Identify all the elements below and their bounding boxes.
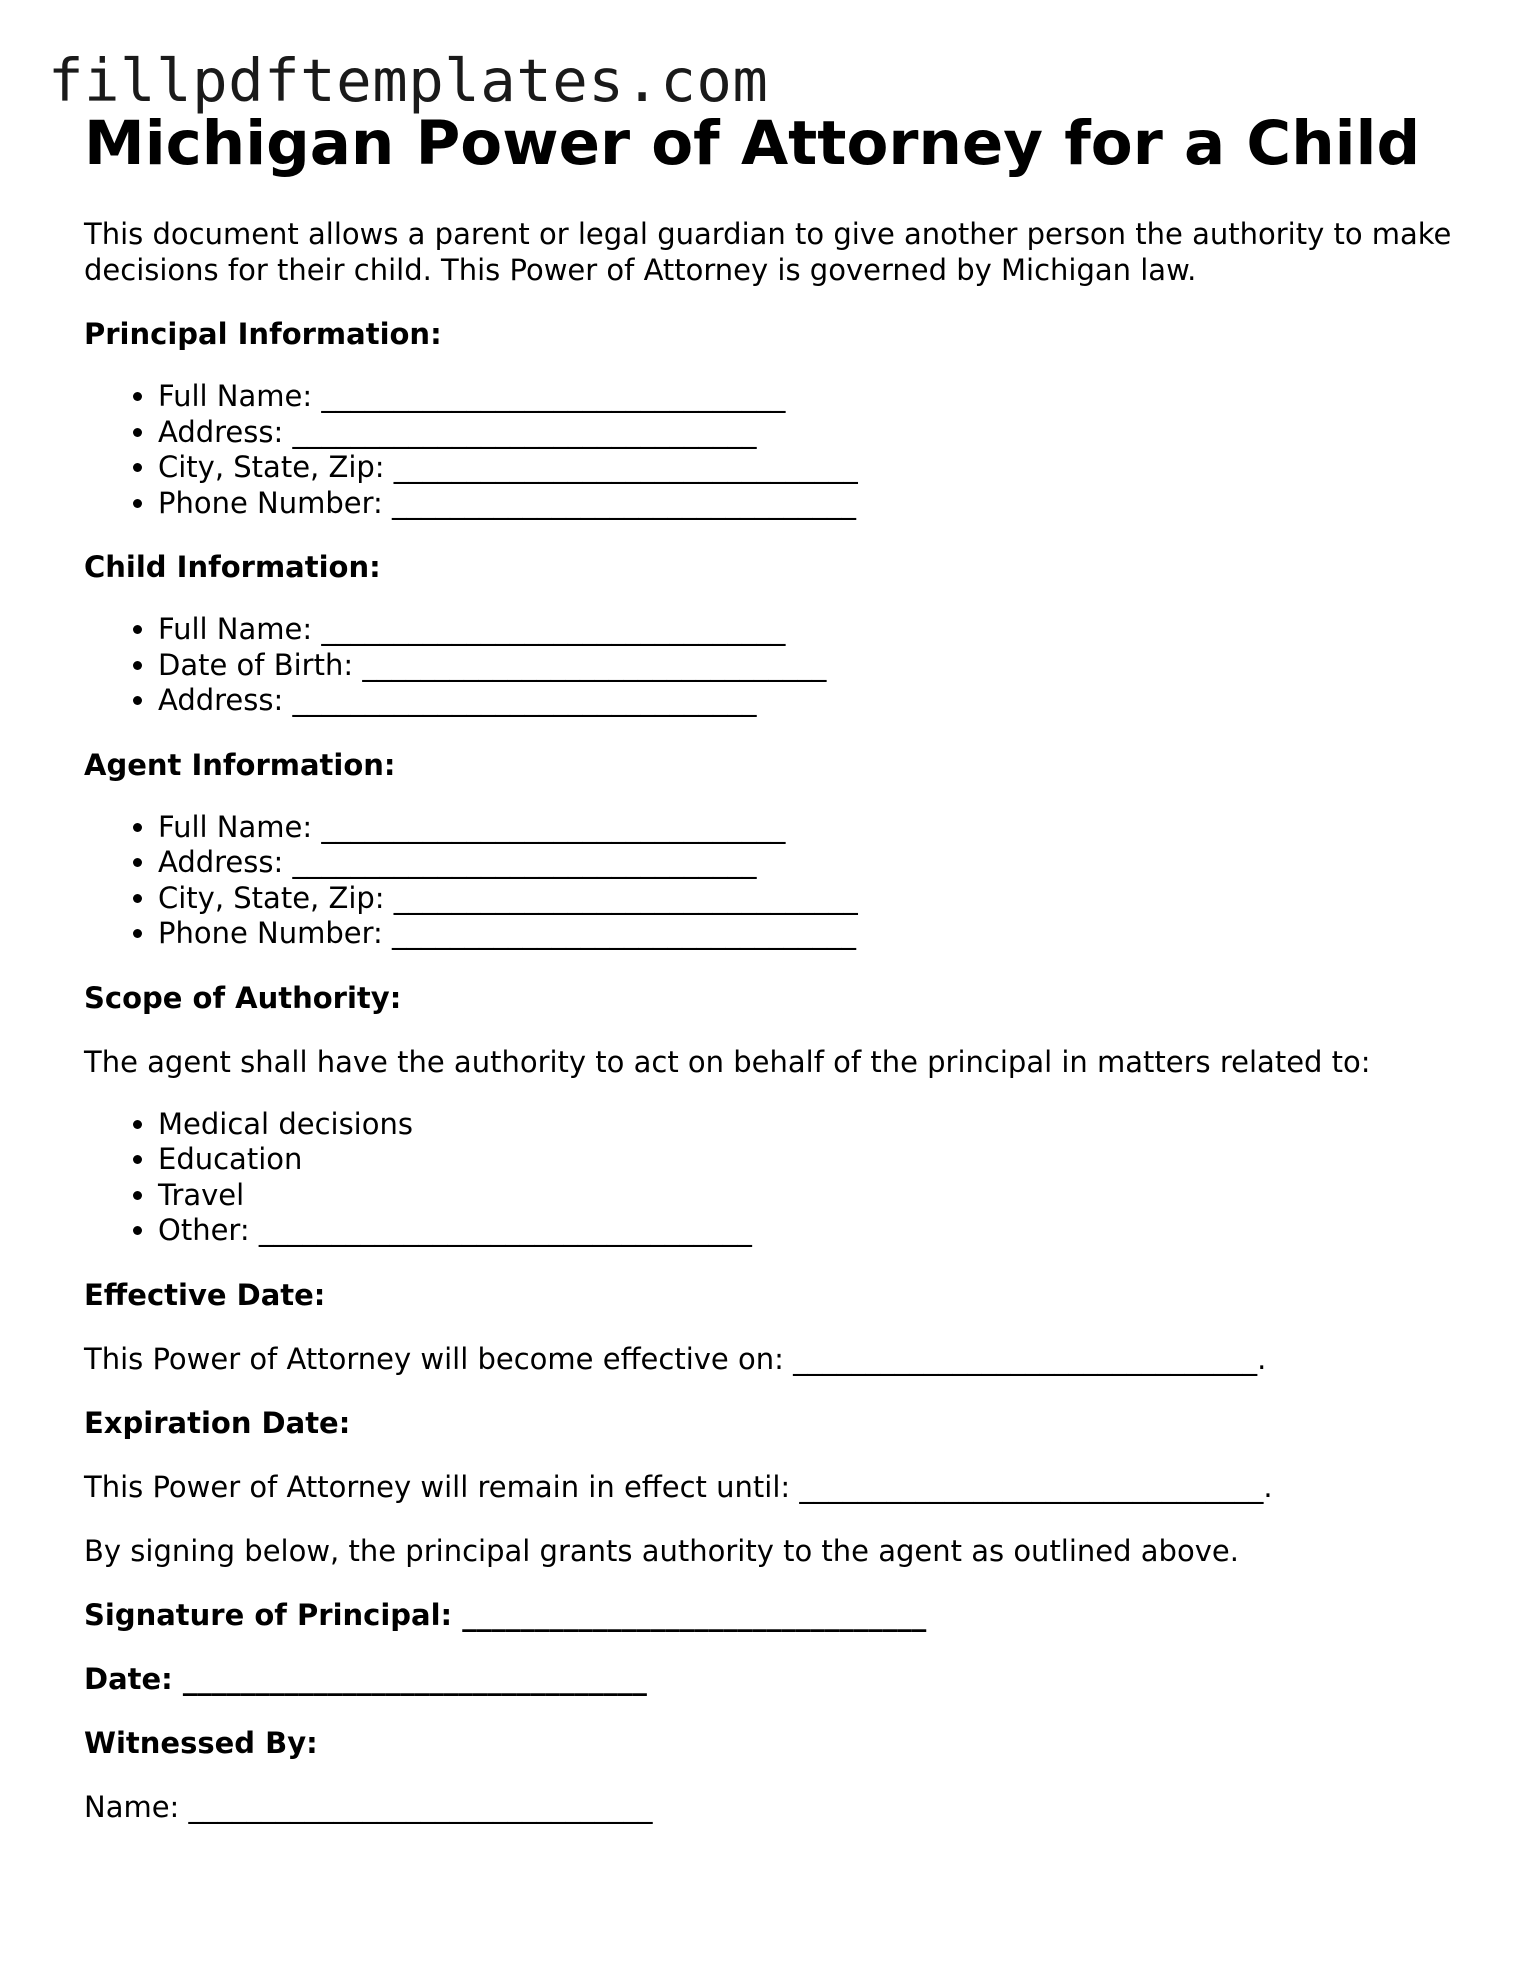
grant-statement: By signing below, the principal grants authority to the agent as outlined above.: [84, 1533, 1239, 1568]
scope-item-travel: • Travel: [158, 1178, 1464, 1214]
principal-field-list: [84, 379, 1464, 521]
child-date-of-birth-field[interactable]: • Date of Birth: ________________________________: [158, 648, 1464, 684]
scope-list: [84, 1107, 1464, 1249]
principal-city-state-zip-field[interactable]: • City, State, Zip: ________________________________: [158, 450, 1464, 486]
principal-full-name-field[interactable]: • Full Name: ________________________________: [158, 379, 1464, 415]
watermark: fillpdftemplates.com: [48, 46, 769, 115]
expiration-date-field[interactable]: This Power of Attorney will remain in effect until: ________________________________.: [84, 1469, 1273, 1504]
child-address-field[interactable]: • Address: ________________________________: [158, 683, 1464, 719]
scope-item-other-field[interactable]: • Other: __________________________________: [158, 1213, 1464, 1249]
principal-heading: Principal Information:: [84, 317, 442, 351]
agent-field-list: [84, 810, 1464, 952]
child-heading: Child Information:: [84, 550, 381, 584]
principal-signature-field[interactable]: Signature of Principal: ________________________________: [84, 1597, 927, 1632]
effective-date-field[interactable]: This Power of Attorney will become effective on: ________________________________.: [84, 1341, 1267, 1376]
scope-item-education: • Education: [158, 1142, 1464, 1178]
document-title: Michigan Power of Attorney for a Child: [84, 108, 1421, 179]
principal-address-field[interactable]: • Address: ________________________________: [158, 415, 1464, 451]
agent-full-name-field[interactable]: • Full Name: ________________________________: [158, 810, 1464, 846]
signature-date-field[interactable]: Date: ________________________________: [84, 1661, 647, 1696]
child-field-list: [84, 612, 1464, 719]
scope-heading: Scope of Authority:: [84, 980, 402, 1015]
agent-city-state-zip-field[interactable]: • City, State, Zip: ________________________________: [158, 881, 1464, 917]
witness-name-field[interactable]: Name: ________________________________: [84, 1789, 653, 1824]
principal-phone-field[interactable]: • Phone Number: ________________________________: [158, 486, 1464, 522]
witness-heading: Witnessed By:: [84, 1725, 318, 1760]
effective-date-heading: Effective Date:: [84, 1277, 326, 1312]
expiration-date-heading: Expiration Date:: [84, 1405, 351, 1440]
scope-text: The agent shall have the authority to act on behalf of the principal in matters related to:: [84, 1044, 1371, 1079]
agent-phone-field[interactable]: • Phone Number: ________________________________: [158, 916, 1464, 952]
child-full-name-field[interactable]: • Full Name: ________________________________: [158, 612, 1464, 648]
intro-paragraph: This document allows a parent or legal guardian to give another person the authority to make decisions for their child. This Power of Attorney is governed by Michigan law.: [84, 217, 1452, 287]
agent-heading: Agent Information:: [84, 747, 396, 782]
document-body: [84, 104, 1464, 1825]
scope-item-medical: • Medical decisions: [158, 1107, 1464, 1143]
agent-address-field[interactable]: • Address: ________________________________: [158, 845, 1464, 881]
